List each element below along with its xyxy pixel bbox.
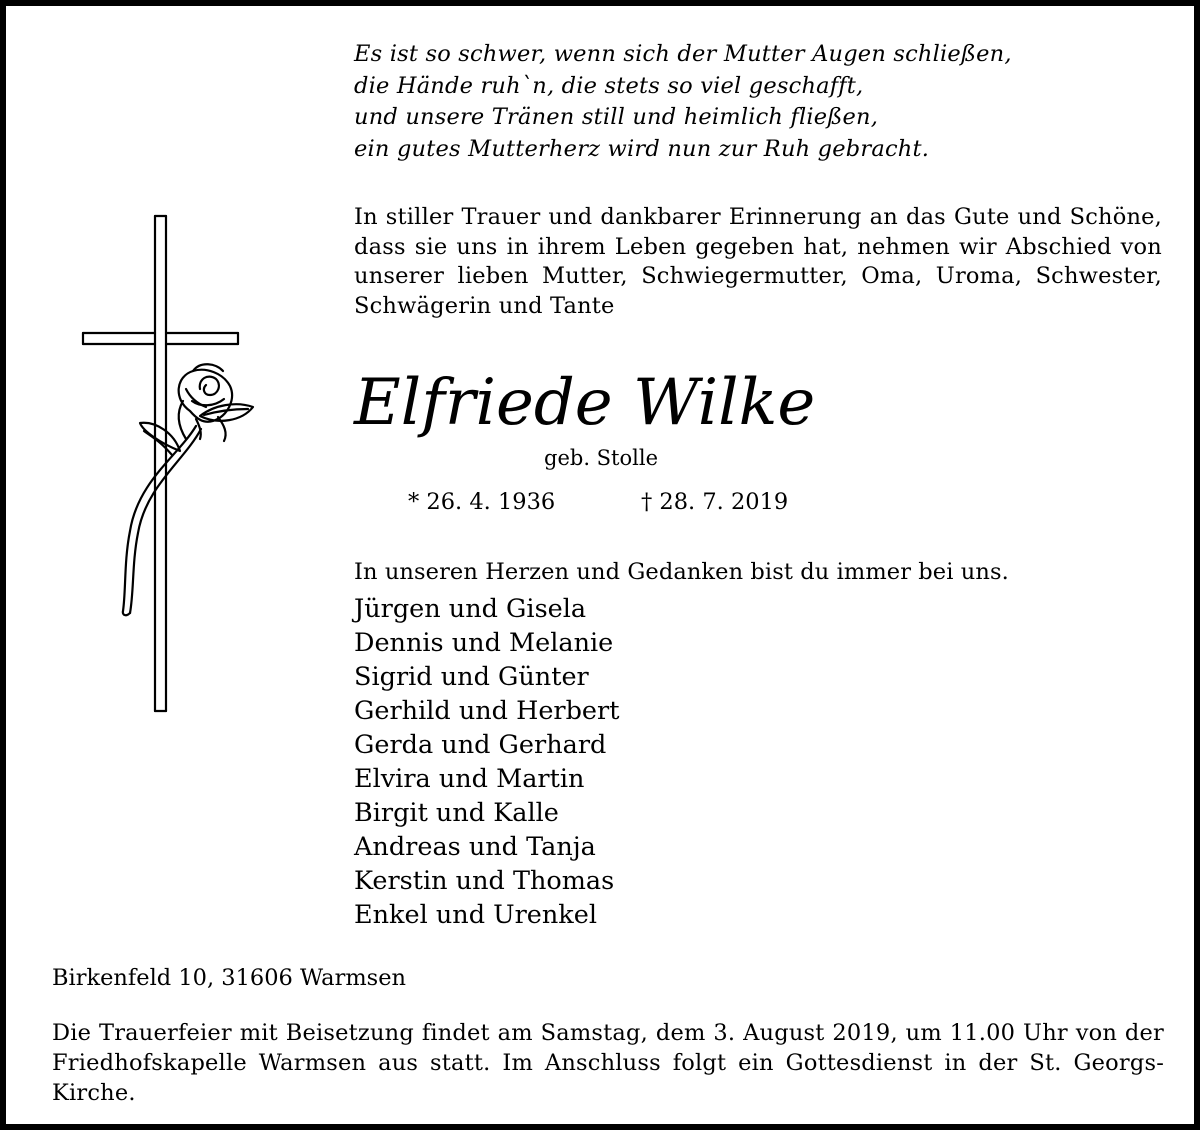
- mourner-entry: Sigrid und Günter: [354, 662, 589, 692]
- mourners-list: [354, 592, 619, 932]
- birth-date: * 26. 4. 1936: [408, 489, 556, 515]
- mourner-entry: Kerstin und Thomas: [354, 866, 615, 896]
- poem-line: Es ist so schwer, wenn sich der Mutter Augen schließen,: [354, 41, 1012, 67]
- mourner-entry: Gerda und Gerhard: [354, 730, 607, 760]
- address: Birkenfeld 10, 31606 Warmsen: [52, 965, 407, 991]
- maiden-name: geb. Stolle: [544, 446, 658, 470]
- remembrance-line: In unseren Herzen und Gedanken bist du immer bei uns.: [354, 559, 1009, 585]
- poem-line: ein gutes Mutterherz wird nun zur Ruh gebracht.: [354, 135, 930, 162]
- funeral-service-info: Die Trauerfeier mit Beisetzung findet am Samstag, dem 3. August 2019, um 11.00 Uhr von der Friedhofskapelle Warmsen aus statt. Im Anschluss folgt ein Gottesdienst in der St. Georgs-Kirche.: [52, 1020, 1164, 1106]
- intro-paragraph: In stiller Trauer und dankbarer Erinnerung an das Gute und Schöne, dass sie uns in ihrem Leben gegeben hat, nehmen wir Abschied von unserer lieben Mutter, Schwiegermutter, Oma, Uroma, Schwester, Schwägerin und Tante: [354, 204, 1162, 319]
- mourner-entry: Gerhild und Herbert: [354, 696, 620, 726]
- mourner-entry: Birgit und Kalle: [354, 798, 559, 828]
- mourner-entry: Dennis und Melanie: [354, 628, 614, 658]
- poem-line: und unsere Tränen still und heimlich fließen,: [354, 104, 879, 130]
- mourner-entry: Elvira und Martin: [354, 764, 585, 794]
- cross-with-rose-icon: [68, 211, 268, 716]
- mourner-entry: Andreas und Tanja: [354, 832, 596, 862]
- deceased-name: Elfriede Wilke: [354, 366, 816, 440]
- mourner-entry: Jürgen und Gisela: [354, 594, 587, 624]
- poem: [354, 39, 1174, 165]
- mourner-entry: Enkel und Urenkel: [354, 900, 598, 930]
- death-date: † 28. 7. 2019: [641, 489, 789, 515]
- poem-line: die Hände ruh`n, die stets so viel geschafft,: [354, 72, 864, 99]
